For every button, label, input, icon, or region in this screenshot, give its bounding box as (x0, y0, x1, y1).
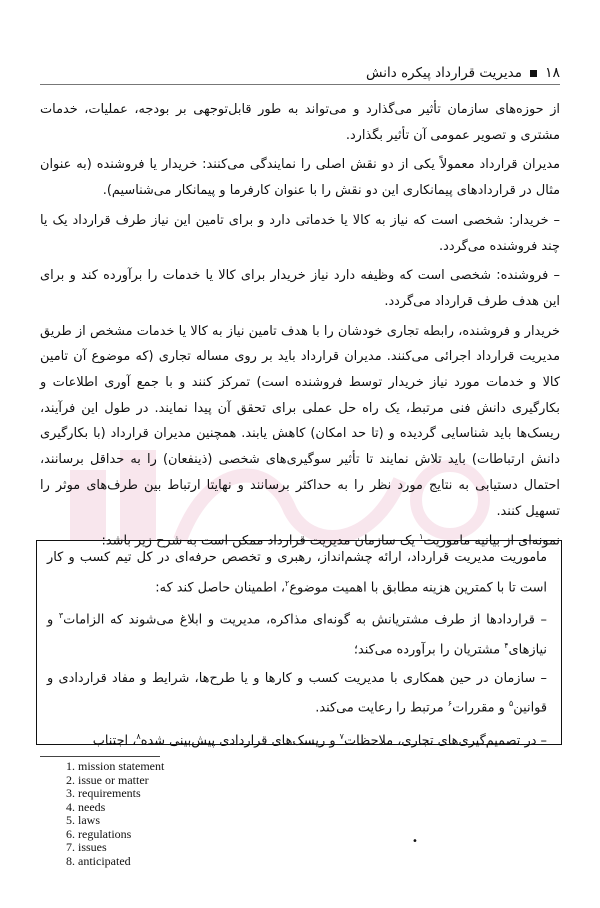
footnote-1: 1. mission statement (66, 759, 165, 773)
paragraph-1: از حوزه‌های سازمان تأثیر می‌گذارد و می‌تواند به طور قابل‌توجهی بر بودجه، عملیات، خدمات مشتری و تصویر عمومی آن تأثیر بگذارد. (40, 102, 560, 143)
box-text: و نیازهای (47, 612, 547, 658)
box-item-3 (47, 724, 547, 754)
footnote-ref-2: ۲ (285, 578, 290, 588)
mission-intro-text-end: یک سازمان مدیریت قرارداد ممکن است به شرح زیر باشد: (101, 533, 420, 549)
running-header (40, 62, 560, 84)
footnote-3: 3. requirements (66, 786, 141, 800)
box-text: – سازمان در حین همکاری با مدیریت کسب و کارها و یا طرح‌ها، شرایط و مفاد قراردادی و قوانین (47, 670, 547, 716)
stray-dot-mark: • (412, 836, 418, 847)
paragraph-2: مدیران قرارداد معمولاً یکی از دو نقش اصلی را نمایندگی می‌کنند: خریدار یا فروشنده (به عنوان مثال در قراردادهای پیمانکاری این دو نقش را با عنوان کارفرما و پیمانکار می‌شناسیم). (40, 157, 560, 199)
running-title: مدیریت قرارداد پیکره دانش (366, 65, 522, 81)
footnote-rule (40, 756, 160, 757)
paragraph-buyer: – خریدار: شخصی است که نیاز به کالا یا خدماتی دارد و برای تامین این نیاز طرف قرارداد یک یا چند فروشنده می‌گردد. (40, 212, 560, 254)
footnote-6: 6. regulations (66, 826, 132, 841)
footnotes (66, 760, 164, 868)
footnote-ref-1: ۱ (419, 532, 424, 542)
mission-intro-text: نمونه‌ای از بیانیه ماموریت (423, 533, 560, 549)
footnote-8: 8. anticipated (66, 853, 131, 868)
footnote-ref-3: ۳ (58, 611, 64, 621)
footnote-ref-6: ۶ (447, 699, 453, 709)
box-line-1 (47, 545, 547, 600)
footnote-ref-7: ۷ (339, 732, 344, 742)
footnote-ref-4: ۴ (504, 641, 509, 651)
box-text: مرتبط را رعایت می‌کند. (315, 700, 448, 716)
box-text: ، اجتناب (92, 733, 137, 749)
box-text: ماموریت مدیریت قرارداد، ارائه چشم‌انداز، رهبری و تخصص حرفه‌ای در کل تیم کسب و کار است تا با کمترین هزینه مطابق با اهمیت موضوع (47, 550, 547, 595)
footnote-7: 7. issues (66, 840, 107, 854)
footnote-2: 2. issue or matter (66, 772, 149, 787)
box-text: و مقررات (452, 700, 509, 716)
main-text (40, 97, 560, 554)
box-item-1 (47, 603, 547, 663)
box-text: – در تصمیم‌گیری‌های تجاری، ملاحظات (343, 733, 547, 749)
box-text: – قراردادها از طرف مشتریانش به گونه‌ای مذاکره، مدیریت و ابلاغ می‌شوند که الزامات (63, 612, 548, 628)
header-square-icon (530, 70, 537, 77)
paragraph-5: خریدار و فروشنده، رابطه تجاری خودشان را با هدف تامین نیاز به کالا یا خدمات مشخص از طریق مدیریت قرارداد اجرائی می‌کنند. مدیران قرارداد باید بر روی مساله تجاری (که موضوع آن تامین کالا و خدمات مورد نیاز خریدار توسط فروشنده است) تمرکز کنند و با جمع آوری اطلاعات و بکارگیری دانش فنی مرتبط، یک راه حل عملی برای تحقق آن پیدا نمایند. در طول این فرآیند، ریسک‌ها باید شناسایی گردیده و (تا حد امکان) کاهش یابند. همچنین مدیران قرارداد (با بکارگیری دانش ارتباطات) باید تلاش نمایند تا تأثیر سوگیری‌های شخصی (ذینفعان) را به حداقل برسانند، احتمال دستیابی به نتایج مورد نظر را به حداکثر برسانند و نهایتا ارتباط بین طرف‌های موثر را تسهیل کنند. (40, 323, 560, 519)
box-text: مشتریان را برآورده می‌کند؛ (353, 642, 505, 658)
footnote-ref-5: ۵ (509, 699, 514, 709)
footnote-5: 5. laws (66, 813, 100, 827)
mission-statement-box (36, 540, 562, 749)
box-item-2 (47, 666, 547, 721)
box-text: ، اطمینان حاصل کند که: (155, 579, 286, 595)
page-number: ۱۸ (544, 65, 560, 81)
header-rule (40, 84, 560, 85)
footnote-4: 4. needs (66, 799, 106, 814)
box-text: و ریسک‌های قراردادی پیش‌بینی شده (140, 733, 340, 749)
footnote-ref-8: ۸ (136, 732, 141, 742)
paragraph-seller: – فروشنده: شخصی است که وظیفه دارد نیاز خریدار برای کالا یا خدمات را برآورده کند و برای این هدف طرف قرارداد می‌گردد. (40, 268, 560, 309)
